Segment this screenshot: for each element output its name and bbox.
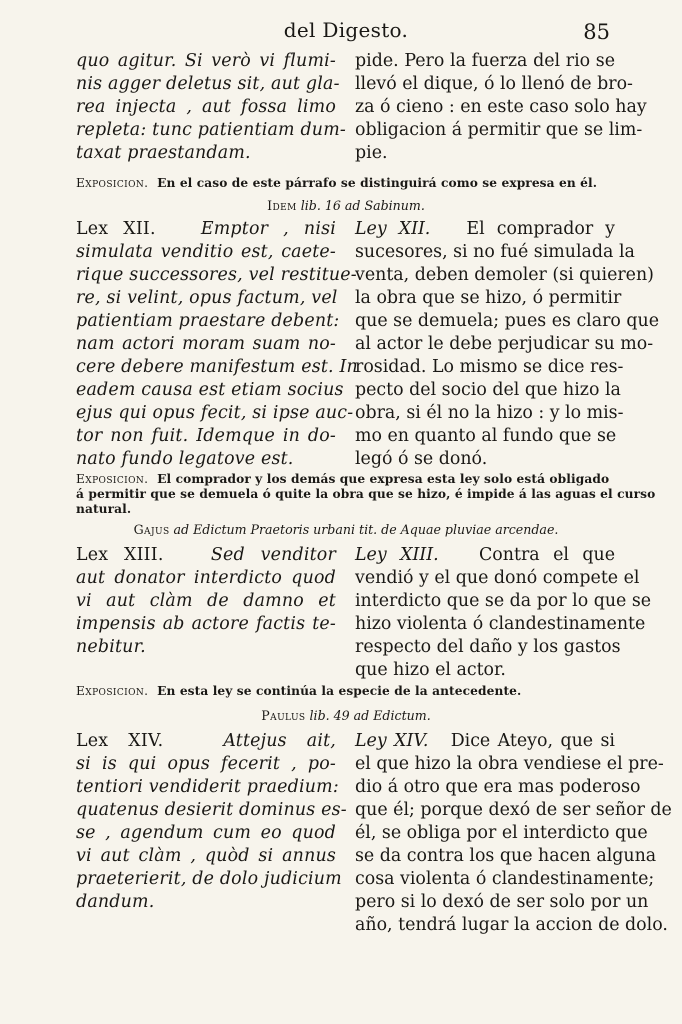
exposicion-note-2 <box>76 472 656 517</box>
latin-line: repleta: tunc patientiam dum- <box>76 120 346 140</box>
latin-line: praeterierit, de dolo judicium <box>76 869 342 889</box>
spanish-line-text: Contra el que <box>478 545 615 565</box>
latin-column-2 <box>76 218 358 471</box>
spanish-line: legó ó se donó. <box>355 449 488 469</box>
spanish-line: hizo violenta ó clandestinamente <box>355 614 646 634</box>
latin-line: ejus qui opus fecit, si ipse auc- <box>76 403 354 423</box>
lex-heading: Lex XIII. <box>76 545 164 565</box>
latin-line: nam actori moram suam no- <box>76 334 336 354</box>
spanish-line: el que hizo la obra vendiese el pre- <box>355 754 664 774</box>
ley-heading: Ley XIII. <box>355 545 439 565</box>
latin-line: vi aut clàm , quòd si annus <box>76 846 336 866</box>
spanish-line: venta, deben demoler (si quieren) <box>355 265 654 285</box>
latin-line <box>76 544 336 567</box>
latin-line: aut donator interdicto quod <box>76 568 336 588</box>
spanish-line: pecto del socio del que hizo la <box>355 380 621 400</box>
latin-line: taxat praestandam. <box>76 143 251 163</box>
latin-line: se , agendum cum eo quod <box>76 823 336 843</box>
spanish-line: dio á otro que era mas poderoso <box>355 777 641 797</box>
latin-line: patientiam praestare debent: <box>76 311 340 331</box>
latin-line: tor non fuit. Idemque in do- <box>76 426 336 446</box>
exposicion-line: natural. <box>76 502 132 516</box>
spanish-line: cosa violenta ó clandestinamente; <box>355 869 655 889</box>
latin-line: rique successores, vel restitue- <box>76 265 357 285</box>
latin-line: nato fundo legatove est. <box>76 449 294 469</box>
spanish-line: rosidad. Lo mismo se dice res- <box>355 357 624 377</box>
latin-line: impensis ab actore factis te- <box>76 614 336 634</box>
latin-line: nis agger deletus sit, aut gla- <box>76 74 340 94</box>
spanish-line: sucesores, si no fué simulada la <box>355 242 635 262</box>
latin-line: si is qui opus fecerit , po- <box>76 754 336 774</box>
spanish-line <box>355 544 615 567</box>
spanish-line: que hizo el actor. <box>355 660 506 680</box>
citation-ref: lib. 49 ad Edictum. <box>309 708 431 723</box>
latin-line: quo agitur. Si verò vi flumi- <box>76 51 336 71</box>
spanish-line <box>355 730 615 753</box>
running-head <box>76 18 616 46</box>
exposicion-note-1 <box>76 176 616 191</box>
spanish-column-4 <box>355 730 672 937</box>
latin-line: tentiori vendiderit praedium: <box>76 777 339 797</box>
latin-line: quatenus desierit dominus es- <box>76 800 347 820</box>
spanish-line: año, tendrá lugar la accion de dolo. <box>355 915 668 935</box>
citation-author: Gajus <box>133 522 170 537</box>
latin-line-text: Emptor , nisi <box>200 219 336 239</box>
spanish-line: obligacion á permitir que se lim- <box>355 120 643 140</box>
spanish-line: llevó el dique, ó lo llenó de bro- <box>355 74 633 94</box>
spanish-line-text: El comprador y <box>466 219 615 239</box>
spanish-column-2 <box>355 218 660 471</box>
latin-line: rea injecta , aut fossa limo <box>76 97 336 117</box>
latin-column-4 <box>76 730 347 914</box>
exposicion-text: En esta ley se continúa la especie de la antecedente. <box>157 684 522 698</box>
spanish-line: vendió y el que donó compete el <box>355 568 640 588</box>
page-number: 85 <box>583 20 610 44</box>
citation-author: Idem <box>267 198 297 213</box>
latin-line: simulata venditio est, caete- <box>76 242 336 262</box>
latin-line: dandum. <box>76 892 155 912</box>
spanish-column-3 <box>355 544 652 682</box>
exposicion-line: á permitir que se demuela ó quite la obra que se hizo, é impide á las aguas el curso <box>76 487 656 501</box>
spanish-line <box>355 218 615 241</box>
latin-line: nebitur. <box>76 637 146 657</box>
ley-heading: Ley XII. <box>355 219 431 239</box>
exposicion-text: En el caso de este párrafo se distinguirá como se expresa en él. <box>157 176 598 190</box>
exposicion-label: Exposicion. <box>76 176 149 190</box>
spanish-line: se da contra los que hacen alguna <box>355 846 657 866</box>
latin-line: eadem causa est etiam socius <box>76 380 344 400</box>
exposicion-note-3 <box>76 684 616 699</box>
latin-line: cere debere manifestum est. In <box>76 357 358 377</box>
latin-line: re, si velint, opus factum, vel <box>76 288 338 308</box>
source-citation-2 <box>76 522 616 537</box>
spanish-line: pie. <box>355 143 388 163</box>
lex-heading: Lex XII. <box>76 219 156 239</box>
citation-ref: ad Edictum Praetoris urbani tit. de Aquae pluviae arcendae. <box>173 522 559 537</box>
spanish-line-text: Dice Ateyo, que si <box>450 731 615 751</box>
spanish-line: za ó cieno : en este caso solo hay <box>355 97 647 117</box>
exposicion-label: Exposicion. <box>76 684 149 698</box>
spanish-line: pero si lo dexó de ser solo por un <box>355 892 649 912</box>
spanish-line: que se demuela; pues es claro que <box>355 311 660 331</box>
citation-author: Paulus <box>261 708 306 723</box>
spanish-line: la obra que se hizo, ó permitir <box>355 288 622 308</box>
spanish-line: obra, si él no la hizo : y lo mis- <box>355 403 624 423</box>
source-citation-3 <box>76 708 616 723</box>
exposicion-text: El comprador y los demás que expresa esta ley solo está obligado <box>157 472 610 486</box>
spanish-line: que él; porque dexó de ser señor de <box>355 800 672 820</box>
exposicion-label: Exposicion. <box>76 472 149 486</box>
spanish-column-1 <box>355 50 647 165</box>
latin-line <box>76 730 336 753</box>
exposicion-line <box>76 472 616 487</box>
citation-ref: lib. 16 ad Sabinum. <box>300 198 425 213</box>
spanish-line: respecto del daño y los gastos <box>355 637 621 657</box>
source-citation-1 <box>76 198 616 213</box>
running-title: del Digesto. <box>283 18 409 42</box>
spanish-line: mo en quanto al fundo que se <box>355 426 617 446</box>
spanish-line: al actor le debe perjudicar su mo- <box>355 334 654 354</box>
latin-line-text: Attejus ait, <box>223 731 337 751</box>
spanish-line: pide. Pero la fuerza del rio se <box>355 51 615 71</box>
latin-line-text: Sed venditor <box>210 545 336 565</box>
spanish-line: interdicto que se da por lo que se <box>355 591 652 611</box>
ley-heading: Ley XIV. <box>355 731 429 751</box>
latin-column-3 <box>76 544 336 659</box>
latin-line <box>76 218 336 241</box>
lex-heading: Lex XIV. <box>76 731 164 751</box>
latin-column-1 <box>76 50 346 165</box>
spanish-line: él, se obliga por el interdicto que <box>355 823 648 843</box>
latin-line: vi aut clàm de damno et <box>76 591 336 611</box>
